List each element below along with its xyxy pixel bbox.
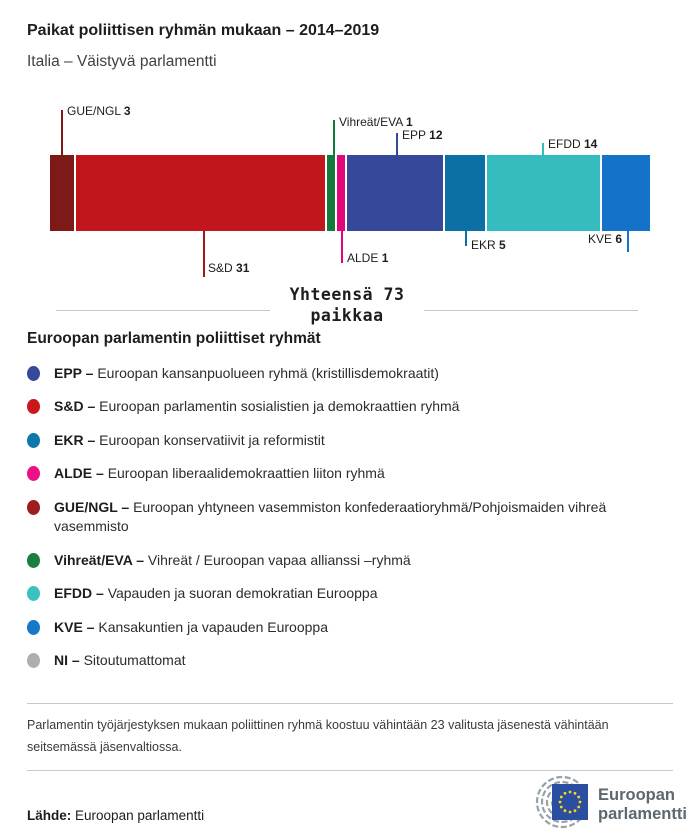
callout-label-KVE: KVE 6 — [587, 231, 622, 246]
footnote-divider-bottom — [27, 770, 673, 771]
legend-list — [0, 364, 700, 671]
total-seats-line2: paikkaa — [310, 305, 384, 325]
total-seats-line1: Yhteensä 73 — [289, 284, 405, 304]
legend-label-GUE/NGL: GUE/NGL – Euroopan yhtyneen vasemmiston konfederaatioryhmä/Pohjoismaiden vihreä vasemmisto — [54, 498, 607, 535]
divider-line-left — [56, 310, 270, 311]
logo-text-line1: Euroopan — [598, 785, 675, 804]
legend-label-Vihreät/EVA: Vihreät/EVA – Vihreät / Euroopan vapaa allianssi –ryhmä — [54, 551, 411, 568]
legend-item-Vihreät/EVA — [27, 551, 673, 571]
footnote-divider-top — [27, 703, 673, 704]
page-title: Paikat poliittisen ryhmän mukaan – 2014–2019 — [27, 22, 380, 39]
legend-label-EFDD: EFDD – Vapauden ja suoran demokratian Eurooppa — [54, 585, 378, 602]
divider-line-right — [424, 310, 638, 311]
callout-line-EPP — [396, 133, 398, 155]
source-label: Lähde: — [27, 807, 72, 823]
legend-item-S&D — [27, 397, 673, 417]
legend-dot-EFDD — [27, 586, 40, 601]
total-seats-label — [270, 284, 425, 326]
bar-segment-S&D[interactable] — [76, 155, 325, 231]
callout-label-GUE/NGL: GUE/NGL 3 — [67, 103, 131, 118]
eu-flag-square — [552, 784, 588, 820]
legend-label-NI: NI – Sitoutumattomat — [54, 652, 186, 669]
callout-label-Vihreät/EVA: Vihreät/EVA 1 — [339, 114, 413, 129]
legend-dot-NI — [27, 653, 40, 668]
callout-label-S&D: S&D 31 — [208, 260, 250, 275]
legend-label-S&D: S&D – Euroopan parlamentin sosialistien ja demokraattien ryhmä — [54, 398, 460, 415]
callout-line-ALDE — [341, 231, 343, 263]
legend-heading: Euroopan parlamentin poliittiset ryhmät — [27, 329, 321, 347]
total-divider — [56, 282, 638, 326]
page-subtitle: Italia – Väistyvä parlamentti — [27, 53, 217, 71]
source-value: Euroopan parlamentti — [75, 807, 205, 823]
legend-dot-Vihreät/EVA — [27, 553, 40, 568]
callout-label-EPP: EPP 12 — [402, 127, 443, 142]
logo-text-line2: parlamentti — [598, 804, 687, 823]
european-parliament-logo-icon — [510, 773, 692, 831]
source-text — [27, 808, 204, 823]
header — [0, 0, 700, 72]
legend-item-EKR — [27, 431, 673, 451]
legend-dot-ALDE — [27, 466, 40, 481]
callout-label-EKR: EKR 5 — [471, 237, 506, 252]
legend-item-NI — [27, 651, 673, 671]
footnote-text: Parlamentin työjärjestyksen mukaan poliittinen ryhmä koostuu vähintään 23 valitusta jäsenestä vähintään seitsemässä jäsenvaltiossa. — [27, 717, 609, 754]
legend-label-ALDE: ALDE – Euroopan liberaalidemokraattien liiton ryhmä — [54, 465, 385, 482]
legend-dot-EKR — [27, 433, 40, 448]
callout-line-Vihreät/EVA — [333, 120, 335, 155]
bar-segment-EPP[interactable] — [347, 155, 443, 231]
legend-dot-GUE/NGL — [27, 500, 40, 515]
legend-dot-EPP — [27, 366, 40, 381]
callout-line-EFDD — [542, 143, 544, 155]
bar-segment-GUE/NGL[interactable] — [50, 155, 74, 231]
callout-label-ALDE: ALDE 1 — [347, 250, 389, 265]
legend-item-KVE — [27, 618, 673, 638]
source-row — [0, 773, 700, 835]
callout-line-EKR — [465, 231, 467, 246]
legend-item-EPP — [27, 364, 673, 384]
legend-label-KVE: KVE – Kansakuntien ja vapauden Eurooppa — [54, 618, 328, 635]
legend-item-EFDD — [27, 584, 673, 604]
legend-dot-KVE — [27, 620, 40, 635]
legend-item-GUE/NGL — [27, 498, 673, 537]
bar-segment-ALDE[interactable] — [337, 155, 345, 231]
callout-line-GUE/NGL — [61, 110, 63, 155]
bar-segment-KVE[interactable] — [602, 155, 650, 231]
legend-item-ALDE — [27, 464, 673, 484]
bar-segment-EKR[interactable] — [445, 155, 485, 231]
callout-line-S&D — [203, 231, 205, 277]
legend-label-EPP: EPP – Euroopan kansanpuolueen ryhmä (kristillisdemokraatit) — [54, 364, 439, 381]
seat-bar — [50, 155, 650, 231]
legend-label-EKR: EKR – Euroopan konservatiivit ja reformistit — [54, 431, 325, 448]
bar-segment-EFDD[interactable] — [487, 155, 599, 231]
legend-dot-S&D — [27, 399, 40, 414]
bar-segment-Vihreät/EVA[interactable] — [327, 155, 335, 231]
callout-line-KVE — [627, 231, 629, 252]
seat-chart — [0, 102, 700, 282]
callout-label-EFDD: EFDD 14 — [548, 136, 598, 151]
